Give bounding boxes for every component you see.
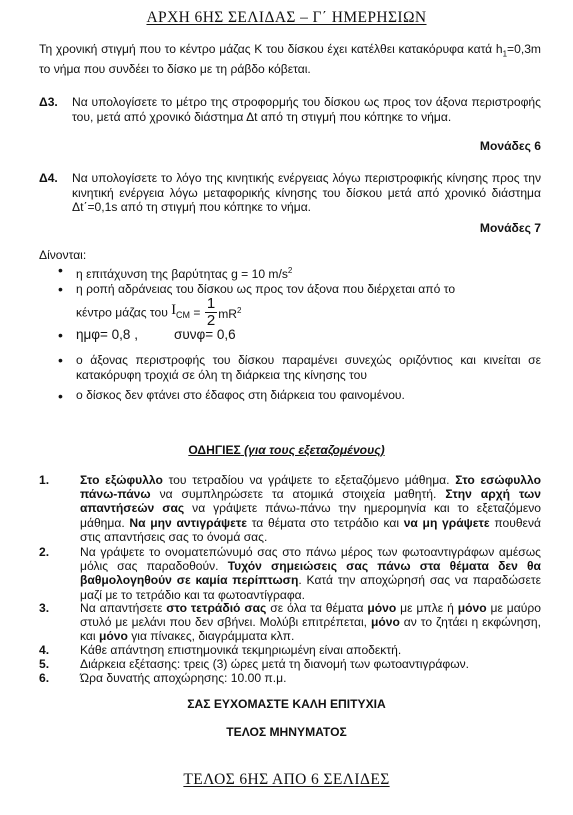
instruction-emphasis: μόνο bbox=[367, 601, 397, 615]
intro-sub: 1 bbox=[502, 49, 508, 59]
instruction-3-text bbox=[80, 601, 541, 644]
question-d3-label: Δ3. bbox=[39, 95, 58, 109]
inertia-symbol-sub: CM bbox=[176, 309, 191, 320]
instruction-2-number: 2. bbox=[39, 545, 50, 559]
instruction-emphasis: Στο εξώφυλλο bbox=[80, 473, 163, 487]
given-axis: ο άξονας περιστροφής του δίσκου παραμένει συνεχώς οριζόντιος και κινείται σε κατακόρυφη τροχιά σε όλη τη διάρκεια της κίνησης του bbox=[76, 353, 541, 382]
instruction-text-run: να γράψετε πάνω-πάνω την ημερομηνία και το εξεταζόμενο μάθημα. bbox=[80, 501, 541, 530]
inertia-symbol-main: I bbox=[171, 302, 177, 319]
given-sin: ημφ= 0,8 , bbox=[76, 327, 138, 342]
instruction-emphasis: μόνο bbox=[457, 601, 487, 615]
inertia-equals: = bbox=[190, 305, 204, 320]
instruction-text-run: αν το ζητάει η εκφώνηση, και bbox=[80, 615, 541, 644]
instruction-text-run: τα θέματα στο τετράδιο και bbox=[247, 515, 404, 530]
instruction-3-number: 3. bbox=[39, 601, 50, 615]
question-d3-text: Να υπολογίσετε το μέτρο της στροφορμής του δίσκου ως προς τον άξονα περιστροφής του, μετά από χρονικό διάστημα Δt από τη στιγμή που κόπηκε το νήμα. bbox=[72, 95, 541, 124]
instruction-emphasis: να μη γράψετε bbox=[403, 515, 490, 530]
instruction-emphasis: στο τετράδιό σας bbox=[166, 601, 267, 615]
inertia-post-sup: 2 bbox=[237, 305, 242, 315]
intro-paragraph bbox=[39, 42, 541, 77]
instruction-emphasis: Να μην αντιγράψετε bbox=[129, 515, 248, 530]
fraction-numerator: 1 bbox=[206, 295, 216, 312]
instruction-text-run: Κάθε απάντηση επιστημονικά τεκμηριωμένη είναι αποδεκτή. bbox=[80, 643, 402, 657]
instruction-5-text bbox=[80, 657, 541, 671]
closing-end-message: ΤΕΛΟΣ ΜΗΝΥΜΑΤΟΣ bbox=[226, 725, 347, 739]
bullet-icon: • bbox=[58, 388, 63, 404]
instruction-text-run: Να γράψετε το ονοματεπώνυμό σας στο πάνω μέρος των φωτοαντιγράφων αμέσως μόλις σας παραδοθούν. bbox=[80, 545, 541, 574]
instruction-1-number: 1. bbox=[39, 473, 50, 487]
question-d4-label: Δ4. bbox=[39, 171, 58, 185]
instruction-5-number: 5. bbox=[39, 657, 50, 671]
intro-pre: Τη χρονική στιγμή που το κέντρο μάζας Κ του δίσκου έχει κατέλθει κατακόρυφα κατά h bbox=[39, 42, 503, 56]
bullet-icon: • bbox=[58, 262, 63, 278]
bullet-icon: • bbox=[58, 352, 63, 368]
given-inertia-pre: κέντρο μάζας του bbox=[76, 305, 172, 320]
given-gravity bbox=[76, 263, 541, 282]
instruction-6-text bbox=[80, 671, 541, 685]
instruction-text-run: με μπλε ή bbox=[396, 601, 458, 615]
fraction-denominator: 2 bbox=[206, 312, 216, 329]
intro-post: =0,3m το νήμα που συνδέει το δίσκο με τη ράβδο κόβεται. bbox=[39, 42, 541, 76]
given-ground: ο δίσκος δεν φτάνει στο έδαφος στη διάρκεια του φαινομένου. bbox=[76, 388, 405, 402]
instructions-title-paren: (για τους εξεταζομένους) bbox=[240, 443, 385, 457]
instruction-emphasis: Στο εσώφυλλο πάνω-πάνω bbox=[80, 473, 541, 502]
instruction-6-number: 6. bbox=[39, 671, 50, 685]
instruction-1-text bbox=[80, 473, 541, 544]
instructions-title bbox=[0, 443, 573, 457]
instruction-text-run: Ώρα δυνατής αποχώρησης: 10.00 π.μ. bbox=[80, 671, 287, 685]
given-cos: συνφ= 0,6 bbox=[174, 327, 236, 342]
closing-good-luck: ΣΑΣ ΕΥΧΟΜΑΣΤΕ ΚΑΛΗ ΕΠΙΤΥΧΙΑ bbox=[187, 697, 386, 711]
page-header bbox=[0, 9, 573, 27]
inertia-post-text: mR bbox=[218, 307, 237, 322]
instruction-text-run: του τετραδίου να γράψετε το εξεταζόμενο μάθημα. bbox=[162, 473, 456, 487]
page-footer-text: ΤΕΛΟΣ 6ΗΣ ΑΠΟ 6 ΣΕΛΙΔΕΣ bbox=[183, 771, 390, 788]
given-inertia-formula bbox=[76, 296, 241, 329]
instruction-2-text bbox=[80, 545, 541, 602]
inertia-post bbox=[218, 307, 241, 321]
instruction-text-run: Να απαντήσετε bbox=[80, 601, 167, 615]
question-d4-text: Να υπολογίσετε το λόγο της κινητικής ενέργειας λόγω περιστροφικής κίνησης προς την κινητική ενέργεια λόγω μεταφορικής κίνησης του δίσκου μετά από χρονικό διάστημα Δt΄=0,1s από τη στιγμή που κόπηκε το νήμα. bbox=[72, 171, 541, 215]
instruction-text-run: με μαύρο στυλό με μελάνι που δεν σβήνει. Μολύβι επιτρέπεται, bbox=[80, 601, 541, 630]
given-gravity-text: η επιτάχυνση της βαρύτητας g = 10 m/s bbox=[76, 267, 288, 282]
instruction-text-run: να συμπληρώσετε τα ατομικά στοιχεία μαθητή. bbox=[150, 487, 446, 502]
instruction-text-run: σε όλα τα θέματα bbox=[266, 601, 368, 615]
given-label: Δίνονται: bbox=[39, 248, 87, 262]
instruction-text-run: Διάρκεια εξέτασης: τρεις (3) ώρες μετά τη διανομή των φωτοαντιγράφων. bbox=[80, 657, 470, 671]
question-d4-marks: Μονάδες 7 bbox=[479, 221, 541, 235]
instruction-emphasis: μόνο bbox=[98, 629, 128, 644]
inertia-symbol bbox=[171, 302, 190, 318]
instruction-text-run: για πίνακες, διαγράμματα κλπ. bbox=[127, 629, 295, 644]
instruction-text-run: πουθενά στις απαντήσεις σας το όνομά σας. bbox=[80, 515, 541, 544]
instructions-title-main: ΟΔΗΓΙΕΣ bbox=[188, 443, 241, 457]
given-inertia-line1: η ροπή αδράνειας του δίσκου ως προς τον άξονα που διέρχεται από το bbox=[76, 282, 456, 296]
fraction bbox=[205, 296, 217, 329]
instruction-text-run: . Κατά την αποχώρησή σας να παραδώσετε μαζί με το τετράδιο και τα φωτοαντίγραφα. bbox=[80, 573, 541, 602]
given-gravity-sup: 2 bbox=[287, 266, 293, 275]
instruction-4-number: 4. bbox=[39, 643, 50, 657]
instruction-4-text bbox=[80, 643, 541, 657]
instruction-emphasis: Τυχόν σημειώσεις σας πάνω στα θέματα δεν θα βαθμολογηθούν σε καμία περίπτωση bbox=[80, 559, 541, 588]
page-footer bbox=[0, 771, 573, 789]
question-d3-marks: Μονάδες 6 bbox=[479, 139, 541, 153]
instruction-emphasis: μόνο bbox=[370, 615, 400, 630]
bullet-icon: • bbox=[58, 327, 63, 343]
bullet-icon: • bbox=[58, 281, 63, 297]
page-header-text: ΑΡΧΗ 6ΗΣ ΣΕΛΙΔΑΣ – Γ΄ ΗΜΕΡΗΣΙΩΝ bbox=[146, 9, 427, 26]
instruction-emphasis: Στην αρχή των απαντήσεών σας bbox=[80, 487, 541, 516]
